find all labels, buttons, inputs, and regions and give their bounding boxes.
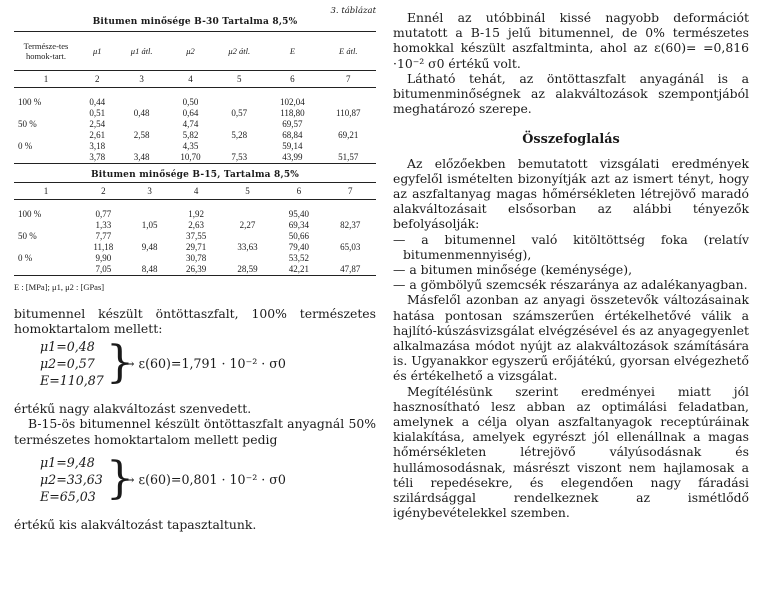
table-cell: 0,51 — [89, 108, 106, 119]
equation-result: → ε(60)=0,801 · 10⁻² · σ0 — [124, 472, 286, 488]
equation-line: μ1=9,48 — [40, 455, 95, 471]
table-cell — [117, 97, 167, 108]
col-number: 6 — [296, 185, 302, 196]
list-item: — a gömbölyű szemcsék részaránya az adalékanyagban. — [393, 277, 748, 293]
table-cell: 2,27 — [239, 220, 256, 231]
col-number: 7 — [348, 185, 353, 196]
col-number: 7 — [345, 73, 351, 84]
table-cell: 47,87 — [340, 264, 361, 275]
table-cell: 2,61 — [89, 130, 106, 141]
table-cell: 0,44 — [89, 97, 106, 108]
table-cell: 100 % — [18, 209, 42, 220]
table-cell — [222, 253, 273, 264]
table-row — [14, 141, 376, 152]
table-cell — [222, 231, 273, 242]
table-cell — [320, 141, 376, 152]
table-cell: 68,84 — [282, 130, 303, 141]
table-cell: 50,66 — [288, 231, 310, 242]
table-cell — [117, 141, 167, 152]
table-cell: 95,40 — [288, 209, 310, 220]
col-number: 1 — [43, 185, 49, 196]
table-cell: 69,21 — [338, 130, 359, 141]
table-cell — [117, 119, 167, 130]
left-body — [14, 306, 376, 532]
table-cell — [325, 253, 376, 264]
right-brace-icon: } — [106, 336, 134, 388]
table-cell: 110,87 — [336, 108, 361, 119]
equation-block-2 — [14, 453, 376, 517]
paragraph: bitumennel készült öntöttaszfalt, 100% természetes homoktartalom mellett: — [14, 306, 376, 337]
table-cell: 9,48 — [141, 242, 158, 253]
table-cell — [14, 130, 78, 141]
table-cell: 50 % — [18, 119, 37, 130]
equation-line: E=65,03 — [40, 489, 96, 505]
paragraph: B-15-ös bitumennel készült öntöttaszfalt anyagnál 50% természetes homoktartalom mellett pedig — [14, 416, 376, 447]
table-row — [14, 130, 376, 141]
equation-line: E=110,87 — [40, 372, 104, 388]
table1-header-cell: E átl. — [339, 46, 358, 56]
table1 — [14, 31, 376, 164]
equation-line: μ2=33,63 — [40, 472, 103, 488]
table-cell — [14, 242, 78, 253]
table2 — [14, 182, 376, 276]
table-cell — [320, 119, 376, 130]
table-cell: 53,52 — [288, 253, 310, 264]
table-cell: 4,74 — [182, 119, 199, 130]
col-number: 5 — [237, 73, 242, 84]
table-cell: 0,57 — [231, 108, 248, 119]
table-cell: 0 % — [18, 253, 33, 264]
table-cell: 1,92 — [188, 209, 205, 220]
table-cell: 82,37 — [340, 220, 361, 231]
table-cell — [129, 253, 171, 264]
table-cell — [129, 209, 171, 220]
table1-header-cell: E — [289, 46, 296, 56]
paragraph: Megítélésünk szerint eredményei miatt jól hasznosítható lesz abban az optimálási feladatban, amelynek a célja olyan aszfaltanyagok receptúráinak kialakítása, amelyek egyrészt jól ellenállnak a magas hőmérsékleten létrejövő vályúsodásnak és hullámosodásnak, másrészt viszont nem hajlamosak a téli repedésekre, és elegendően nagy fáradási szilárdsággal rendelkeznek az ismétlődő igénybevételekkel szemben. — [393, 383, 749, 521]
equation-result: → ε(60)=1,791 · 10⁻² · σ0 — [124, 355, 286, 371]
table-row — [14, 253, 376, 264]
paragraph: értékű nagy alakváltozást szenvedett. — [14, 400, 252, 416]
table-cell — [214, 119, 264, 130]
paragraph: Az előzőekben bemutatott vizsgálati eredmények egyfelől ismételten bizonyítják azt az ismert tényt, hogy az aszfaltanyag magas hőmérsékleten létrejövő maradó alakváltozásait elsősorban az alábbi tényezők befolyásolják: — [393, 155, 749, 232]
equation-block-1 — [14, 337, 376, 401]
table2-title: Bitumen minősége B-15, Tartalma 8,5% — [90, 170, 300, 180]
paragraph: értékű kis alakváltozást tapasztaltunk. — [14, 517, 257, 533]
table-cell: 0,50 — [182, 97, 199, 108]
table-row — [14, 108, 376, 119]
table-cell — [14, 220, 78, 231]
table-cell: 42,21 — [288, 264, 310, 275]
table-cell: 5,82 — [182, 130, 199, 141]
table-cell: 1,33 — [95, 220, 112, 231]
table-cell — [325, 209, 376, 220]
table-cell: 3,48 — [133, 152, 150, 163]
table-cell: 26,39 — [186, 264, 207, 275]
table-row — [14, 152, 376, 164]
table-cell — [129, 231, 171, 242]
section-title: Összefoglalás — [522, 132, 620, 148]
table1-header-cell: μ2 — [186, 46, 195, 56]
table-row — [14, 231, 376, 242]
table-cell: 7,05 — [95, 264, 112, 275]
table-cell: 11,18 — [93, 242, 114, 253]
table1-header-cell: Természe-tes homok-tart. — [23, 41, 69, 61]
paragraph: Másfelől azonban az anyagi összetevők változásainak hatása pontosan számszerűen értékelhetővé válik a hajlító-kúszásvizsgálat elvégzésével és az anyagegyenlet alkalmazása módot nyújt az alakváltozások számítására is. Ugyanakkor egyszerű erőjátékú, gyorsan elvégezhető és értékelhető a vizsgálat. — [393, 292, 749, 384]
table-cell: 9,90 — [95, 253, 112, 264]
table-row — [14, 242, 376, 253]
table-row — [14, 209, 376, 220]
table-cell: 33,63 — [237, 242, 258, 253]
table1-header-row — [14, 32, 376, 71]
table-row — [14, 119, 376, 130]
table-cell: 69,57 — [282, 119, 303, 130]
table-cell — [222, 209, 273, 220]
col-number: 2 — [101, 185, 106, 196]
paragraph: Ennél az utóbbinál kissé nagyobb deformációt mutatott a B-15 jelű bitumennel, de 0% természetes homokkal készült aszfaltminta, ahol az ε(60)= =0,816 ·10⁻² σ0 értékű volt. — [393, 10, 749, 71]
table1-header-cell: μ1 — [93, 46, 102, 56]
right-column — [393, 10, 749, 521]
table-cell: 0 % — [18, 141, 33, 152]
table-cell: 79,40 — [288, 242, 310, 253]
col-number: 3 — [147, 185, 152, 196]
table-cell: 1,05 — [141, 220, 158, 231]
table-cell: 43,99 — [282, 152, 303, 163]
table-row — [14, 220, 376, 231]
table-cell: 102,04 — [280, 97, 305, 108]
table-cell: 0,77 — [95, 209, 112, 220]
table-cell: 118,80 — [280, 108, 305, 119]
table-cell: 7,53 — [231, 152, 248, 163]
col-number: 6 — [290, 73, 295, 84]
table-cell — [14, 264, 78, 276]
equation-line: μ1=0,48 — [40, 338, 95, 354]
table-cell: 8,48 — [141, 264, 158, 275]
col-number: 2 — [95, 73, 100, 84]
list-item: — a bitumennel való kitöltöttség foka (relatív bitumenmennyiség), — [393, 231, 749, 262]
table-cell — [325, 231, 376, 242]
table-cell: 7,77 — [95, 231, 112, 242]
table-cell: 37,55 — [186, 231, 207, 242]
table-cell: 100 % — [18, 97, 42, 108]
table1-title: Bitumen minősége B-30 Tartalma 8,5% — [92, 17, 298, 27]
table-cell — [214, 141, 264, 152]
table-cell: 30,78 — [186, 253, 207, 264]
table-row — [14, 97, 376, 108]
table-cell: 4,35 — [182, 141, 199, 152]
table-cell — [14, 108, 78, 119]
table-cell: 59,14 — [282, 141, 303, 152]
table-cell: 69,34 — [288, 220, 310, 231]
col-number: 4 — [188, 73, 193, 84]
table-caption: 3. táblázat — [330, 6, 376, 16]
table1-header-cell: μ1 átl. — [130, 46, 153, 56]
col-number: 1 — [43, 73, 49, 84]
equation-line: μ2=0,57 — [40, 355, 95, 371]
table-cell: 2,58 — [133, 130, 150, 141]
table-cell: 65,03 — [340, 242, 361, 253]
table1-header-cell: μ2 átl. — [228, 46, 251, 56]
table-cell: 10,70 — [180, 152, 201, 163]
table-cell — [214, 97, 264, 108]
table-cell: 3,18 — [89, 141, 106, 152]
table-cell: 5,28 — [231, 130, 248, 141]
right-brace-icon: } — [106, 453, 134, 505]
table-cell: 29,71 — [186, 242, 207, 253]
table-cell: 2,63 — [188, 220, 205, 231]
table-cell: 2,54 — [89, 119, 106, 130]
table1-colnum-row — [14, 71, 376, 88]
left-column — [14, 6, 376, 532]
table-cell — [320, 97, 376, 108]
col-number: 5 — [245, 185, 250, 196]
table-cell: 3,78 — [89, 152, 106, 163]
table-footnote: E : [MPa]; μ1, μ2 : [GPas] — [14, 282, 105, 292]
table-cell: 50 % — [18, 231, 37, 242]
table-row — [14, 264, 376, 276]
col-number: 3 — [139, 73, 144, 84]
table-cell: 28,59 — [237, 264, 258, 275]
col-number: 4 — [193, 185, 199, 196]
table2-colnum-row — [14, 183, 376, 200]
table-cell: 0,48 — [133, 108, 150, 119]
list-item: — a bitumen minősége (keménysége), — [393, 262, 633, 278]
table-cell — [14, 152, 78, 164]
table-cell: 51,57 — [338, 152, 359, 163]
table-cell: 0,64 — [182, 108, 199, 119]
paragraph: Látható tehát, az öntöttaszfalt anyagánál is a bitumenminőségnek az alakváltozások szempontjából meghatározó szerepe. — [393, 70, 749, 117]
